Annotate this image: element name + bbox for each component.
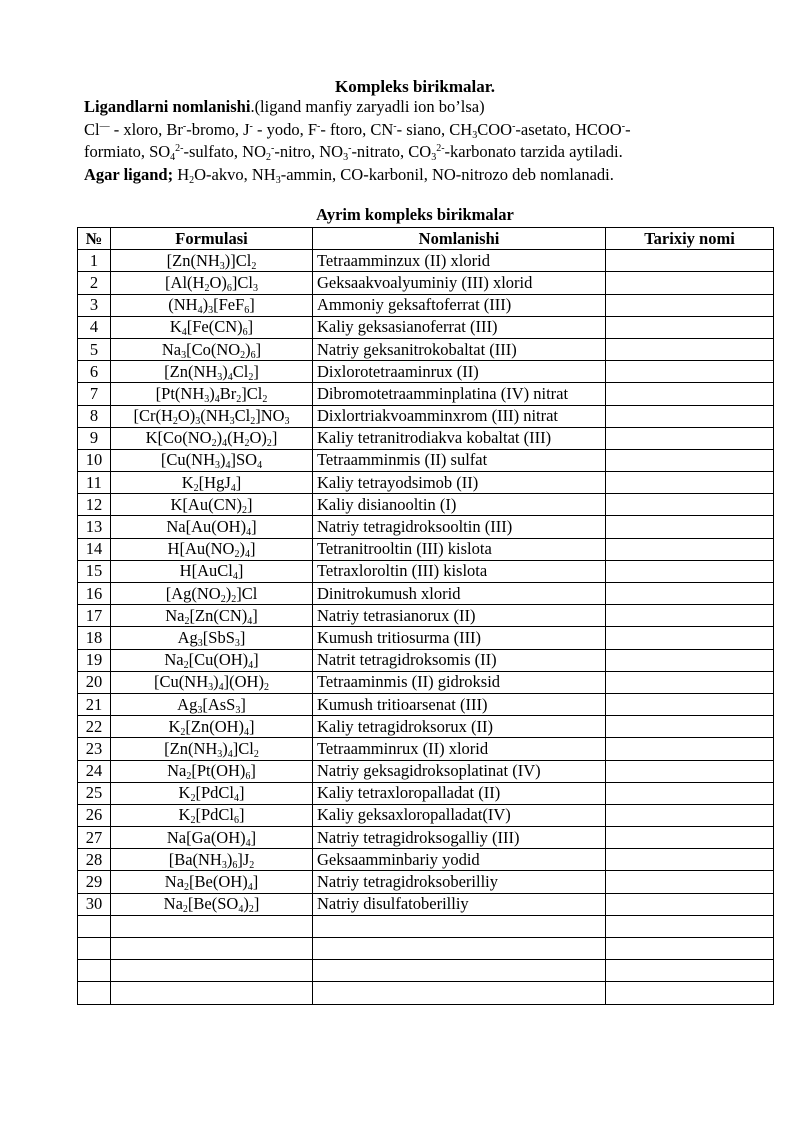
ligand-line-2: Cl— - xloro, Br--bromo, J- - yodo, F-- ftoro, CN-- siano, $CH_3COO^-$-asetato, HCOO-- [84, 119, 631, 141]
table-row [78, 849, 774, 871]
cell-number [78, 960, 111, 982]
ligand-naming-paragraph [84, 96, 724, 186]
cell-number: 27 [78, 827, 111, 849]
cell-historical-name [606, 250, 774, 272]
table-row [78, 538, 774, 560]
table-row [78, 982, 774, 1004]
cell-name: Kaliy geksasianoferrat (III) [313, 316, 606, 338]
cell-historical-name [606, 516, 774, 538]
cell-formula: H[AuCl$_4$] [111, 560, 313, 582]
cell-historical-name [606, 893, 774, 915]
cell-name: Kumush tritiosurma (III) [313, 627, 606, 649]
cell-name: Dinitrokumush xlorid [313, 583, 606, 605]
table-row [78, 272, 774, 294]
cell-historical-name [606, 472, 774, 494]
cell-formula: $[Pt(NH_3)_4Br_2]Cl_2$ [111, 383, 313, 405]
ligand-line-1 [84, 96, 724, 119]
cell-formula: $Na[Ga(OH)_4]$ [111, 827, 313, 849]
cell-number: 22 [78, 716, 111, 738]
cell-historical-name [606, 538, 774, 560]
cell-historical-name [606, 915, 774, 937]
cell-number: 24 [78, 760, 111, 782]
cell-formula: $Na_2[Be(OH)_4]$ [111, 871, 313, 893]
cell-formula: $[Zn(NH_3)_4]Cl_2$ [111, 738, 313, 760]
table-row [78, 893, 774, 915]
table-row [78, 871, 774, 893]
cell-name: Natriy tetragidroksoberilliy [313, 871, 606, 893]
cell-formula: $[Al(H_2O)_6]Cl_3$ [111, 272, 313, 294]
cell-formula [111, 960, 313, 982]
cell-historical-name [606, 405, 774, 427]
complex-compounds-table [77, 227, 774, 1005]
cell-name: Kaliy tetranitrodiakva kobaltat (III) [313, 427, 606, 449]
cell-number: 30 [78, 893, 111, 915]
cell-name [313, 982, 606, 1004]
cell-historical-name [606, 383, 774, 405]
cell-formula: $H[Au(NO_2)_4]$ [111, 538, 313, 560]
cell-name: Tetraamminzux (II) xlorid [313, 250, 606, 272]
cell-number: 28 [78, 849, 111, 871]
cell-name: Tetranitrooltin (III) kislota [313, 538, 606, 560]
cell-name [313, 960, 606, 982]
cell-formula: $Ag_3[SbS_3]$ [111, 627, 313, 649]
header-name: Nomlanishi [313, 228, 606, 250]
table-row [78, 383, 774, 405]
cell-number: 12 [78, 494, 111, 516]
ligand-heading-note: .(ligand manfiy zaryadli ion bo’lsa) [250, 97, 485, 116]
table-row [78, 693, 774, 715]
cell-historical-name [606, 760, 774, 782]
cell-historical-name [606, 449, 774, 471]
cell-number: 26 [78, 804, 111, 826]
header-historical-name: Tarixiy nomi [606, 228, 774, 250]
header-number: № [78, 228, 111, 250]
cell-formula: $Na_2[Zn(CN)_4]$ [111, 605, 313, 627]
cell-number: 1 [78, 250, 111, 272]
cell-number [78, 915, 111, 937]
cell-historical-name [606, 693, 774, 715]
cell-historical-name [606, 272, 774, 294]
cell-name [313, 915, 606, 937]
cell-historical-name [606, 871, 774, 893]
cell-name: Tetraamminrux (II) xlorid [313, 738, 606, 760]
cell-formula: $Na_2[Be(SO_4)_2]$ [111, 893, 313, 915]
cell-formula: $[Ba(NH_3)_6]J_2$ [111, 849, 313, 871]
cell-historical-name [606, 782, 774, 804]
cell-name: Dixlorotetraaminrux (II) [313, 361, 606, 383]
cell-name: Natriy tetragidroksooltin (III) [313, 516, 606, 538]
cell-number: 5 [78, 338, 111, 360]
cell-name: Natriy tetragidroksogalliy (III) [313, 827, 606, 849]
cell-number [78, 982, 111, 1004]
cell-historical-name [606, 649, 774, 671]
cell-formula: $[Zn(NH_3)_4Cl_2]$ [111, 361, 313, 383]
ligand-heading: Ligandlarni nomlanishi [84, 97, 251, 116]
cell-historical-name [606, 605, 774, 627]
cell-name [313, 938, 606, 960]
cell-name: Tetraxloroltin (III) kislota [313, 560, 606, 582]
cell-number: 15 [78, 560, 111, 582]
cell-historical-name [606, 827, 774, 849]
cell-formula [111, 915, 313, 937]
cell-name: Natriy geksagidroksoplatinat (IV) [313, 760, 606, 782]
cell-formula: $K_4[Fe(CN)_6]$ [111, 316, 313, 338]
table-row [78, 516, 774, 538]
cell-number: 18 [78, 627, 111, 649]
cell-name: Natriy geksanitrokobaltat (III) [313, 338, 606, 360]
cell-number: 4 [78, 316, 111, 338]
cell-number [78, 938, 111, 960]
cell-number: 2 [78, 272, 111, 294]
cell-historical-name [606, 938, 774, 960]
cell-formula: $[Ag(NO_2)_2]Cl$ [111, 583, 313, 605]
cell-formula: $Ag_3[AsS_3]$ [111, 693, 313, 715]
cell-historical-name [606, 294, 774, 316]
page-title: Kompleks birikmalar. [335, 77, 495, 96]
table-row [78, 627, 774, 649]
table-row [78, 494, 774, 516]
cell-name: Kumush tritioarsenat (III) [313, 693, 606, 715]
cell-formula: $K_2[PdCl_6]$ [111, 804, 313, 826]
cell-number: 6 [78, 361, 111, 383]
table-row [78, 938, 774, 960]
table-row [78, 827, 774, 849]
cell-number: 21 [78, 693, 111, 715]
cell-name: Ammoniy geksaftoferrat (III) [313, 294, 606, 316]
cell-historical-name [606, 427, 774, 449]
cell-number: 14 [78, 538, 111, 560]
cell-name: Dixlortriakvoamminxrom (III) nitrat [313, 405, 606, 427]
cell-formula: $(NH_4)_3[FeF_6]$ [111, 294, 313, 316]
cell-name: Kaliy tetrayodsimob (II) [313, 472, 606, 494]
table-row [78, 361, 774, 383]
cell-formula: $K_2[HgJ_4]$ [111, 472, 313, 494]
table-row [78, 671, 774, 693]
cell-historical-name [606, 338, 774, 360]
table-row [78, 338, 774, 360]
table-row [78, 960, 774, 982]
cell-formula: [$Cr(H_2O)_3(NH_3Cl_2]NO_3$ [111, 405, 313, 427]
table-row [78, 427, 774, 449]
table-row [78, 804, 774, 826]
cell-name: Natrit tetragidroksomis (II) [313, 649, 606, 671]
cell-formula: $K[Au(CN)_2]$ [111, 494, 313, 516]
cell-name: Kaliy geksaxloropalladat(IV) [313, 804, 606, 826]
table-row [78, 472, 774, 494]
cell-number: 17 [78, 605, 111, 627]
table-row [78, 605, 774, 627]
cell-formula: $[Zn(NH_3)]Cl_2$ [111, 250, 313, 272]
table-row [78, 449, 774, 471]
cell-name: Natriy disulfatoberilliy [313, 893, 606, 915]
table-row [78, 583, 774, 605]
table-caption: Ayrim kompleks birikmalar [316, 205, 514, 224]
table-row [78, 738, 774, 760]
cell-number: 16 [78, 583, 111, 605]
table-row [78, 649, 774, 671]
cell-number: 23 [78, 738, 111, 760]
cell-number: 13 [78, 516, 111, 538]
cell-number: 8 [78, 405, 111, 427]
table-row [78, 760, 774, 782]
cell-historical-name [606, 361, 774, 383]
cell-historical-name [606, 804, 774, 826]
table-row [78, 316, 774, 338]
cell-name: Geksaakvoalyuminiy (III) xlorid [313, 272, 606, 294]
table-header-row [78, 228, 774, 250]
cell-name: Kaliy tetraxloropalladat (II) [313, 782, 606, 804]
cell-formula: $K[Co(NO_2)_4(H_2O)_2]$ [111, 427, 313, 449]
table-row [78, 560, 774, 582]
table-row [78, 716, 774, 738]
table-row [78, 915, 774, 937]
cell-formula: $Na_2[Cu(OH)_4]$ [111, 649, 313, 671]
cell-historical-name [606, 583, 774, 605]
cell-historical-name [606, 316, 774, 338]
cell-number: 7 [78, 383, 111, 405]
cell-number: 9 [78, 427, 111, 449]
cell-historical-name [606, 560, 774, 582]
cell-number: 20 [78, 671, 111, 693]
cell-name: Tetraaminmis (II) gidroksid [313, 671, 606, 693]
cell-historical-name [606, 960, 774, 982]
cell-formula: $K_2[PdCl_4]$ [111, 782, 313, 804]
table-row [78, 294, 774, 316]
table-row [78, 405, 774, 427]
cell-number: 19 [78, 649, 111, 671]
cell-formula [111, 938, 313, 960]
cell-number: 10 [78, 449, 111, 471]
table-row [78, 782, 774, 804]
cell-name: Natriy tetrasianorux (II) [313, 605, 606, 627]
cell-name: Kaliy tetragidroksorux (II) [313, 716, 606, 738]
cell-historical-name [606, 982, 774, 1004]
cell-historical-name [606, 494, 774, 516]
cell-number: 25 [78, 782, 111, 804]
cell-historical-name [606, 627, 774, 649]
cell-formula: $Na_2[Pt(OH)_6]$ [111, 760, 313, 782]
header-formula: Formulasi [111, 228, 313, 250]
cell-number: 29 [78, 871, 111, 893]
cell-number: 11 [78, 472, 111, 494]
cell-name: Tetraamminmis (II) sulfat [313, 449, 606, 471]
cell-number: 3 [78, 294, 111, 316]
cell-name: Kaliy disianooltin (I) [313, 494, 606, 516]
cell-historical-name [606, 671, 774, 693]
cell-formula: $Na[Au(OH)_4]$ [111, 516, 313, 538]
table-row [78, 250, 774, 272]
cell-formula: $[Cu(NH_3)_4]SO_4$ [111, 449, 313, 471]
cell-formula: $[Cu(NH_3)_4](OH)_2$ [111, 671, 313, 693]
cell-historical-name [606, 738, 774, 760]
cell-formula: $K_2[Zn(OH)_4]$ [111, 716, 313, 738]
ligand-line-3: formiato, $SO_4^{2-}$-sulfato, $NO_2^-$-nitro, $NO_3^-$-nitrato, $CO_3^{2-}$-karbonato tarzida aytiladi. [84, 142, 623, 163]
cell-name: Dibromotetraamminplatina (IV) nitrat [313, 383, 606, 405]
ligand-line-4: Agar ligand; $H_2O$-akvo, $NH_3$-ammin, CO-karbonil, NO-nitrozo deb nomlanadi. [84, 164, 614, 186]
cell-historical-name [606, 849, 774, 871]
cell-historical-name [606, 716, 774, 738]
cell-formula [111, 982, 313, 1004]
cell-formula: $Na_3[Co(NO_2)_6]$ [111, 338, 313, 360]
table-body [78, 250, 774, 1004]
cell-name: Geksaamminbariy yodid [313, 849, 606, 871]
